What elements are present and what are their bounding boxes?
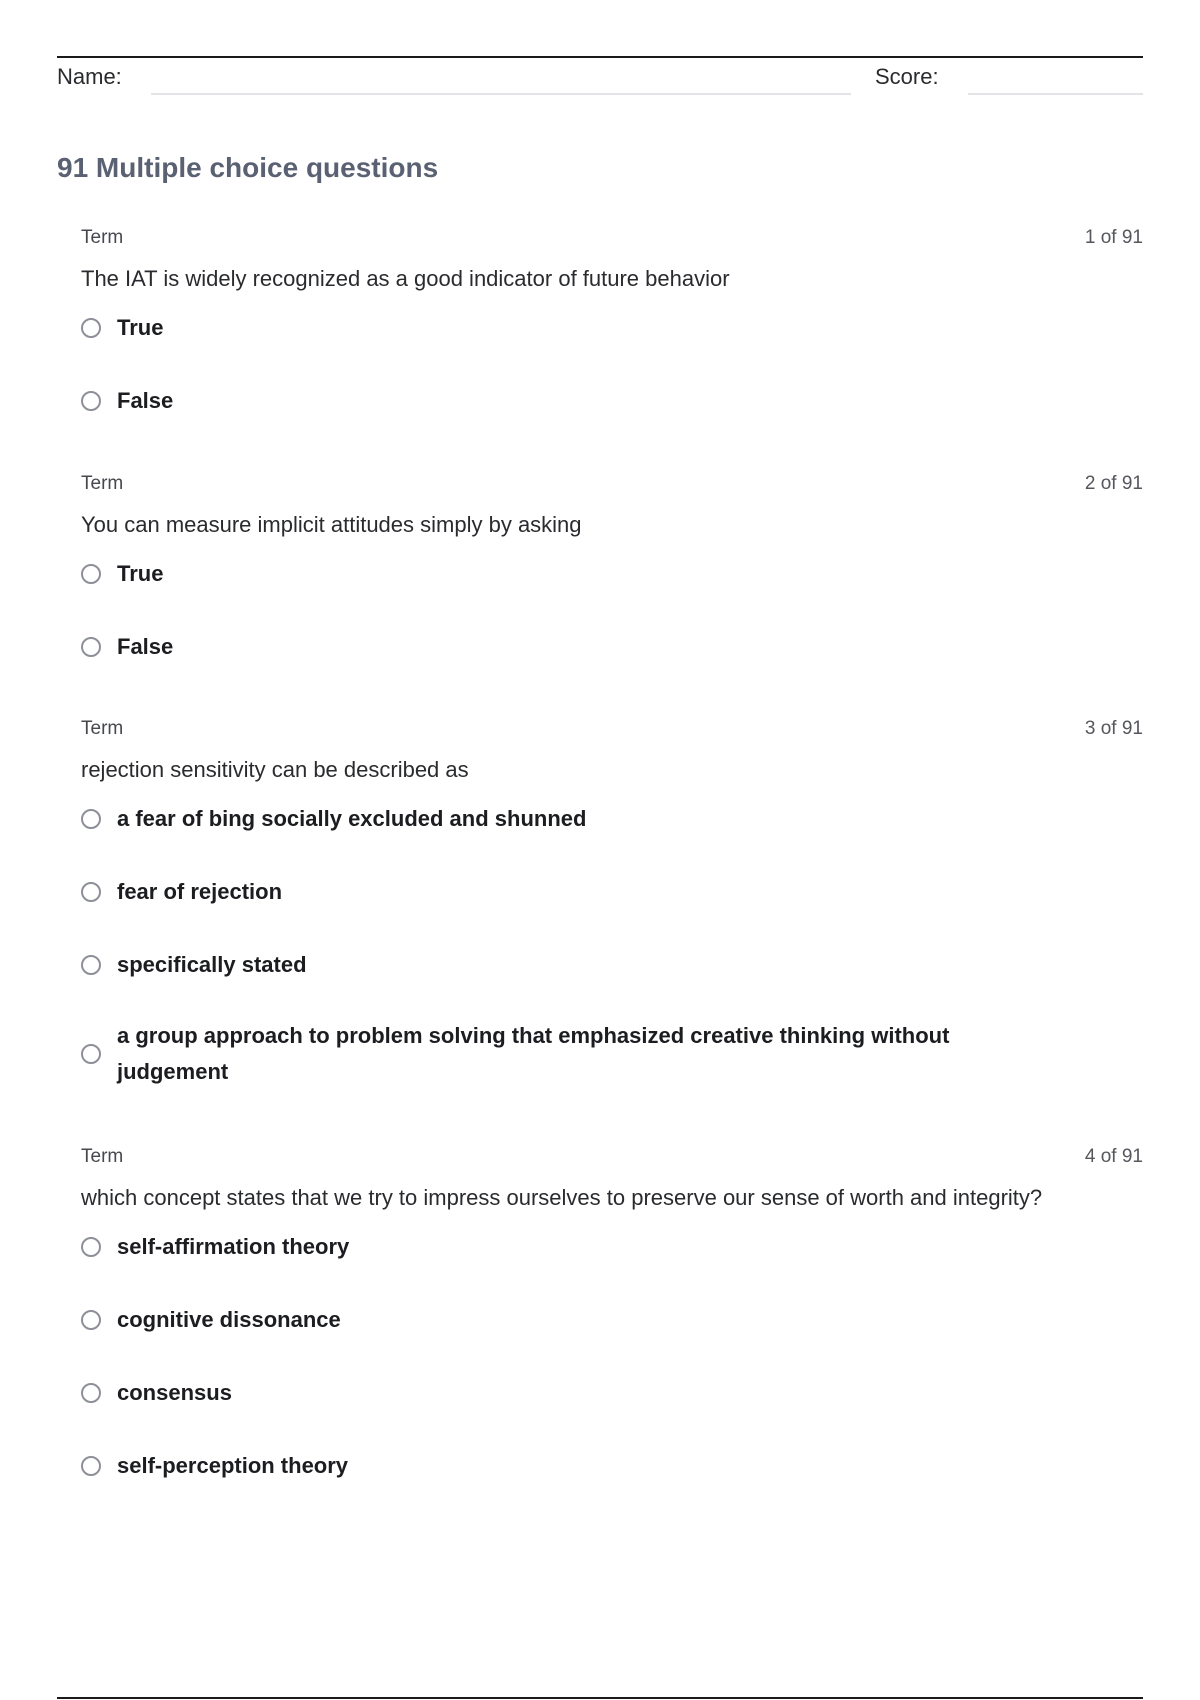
radio-button-icon[interactable] [81, 1456, 101, 1476]
radio-button-icon[interactable] [81, 955, 101, 975]
answer-option[interactable] [81, 627, 1143, 667]
question-counter: 4 of 91 [1084, 1146, 1143, 1167]
radio-button-icon[interactable] [81, 1044, 101, 1064]
answer-option-label: self-perception theory [117, 1453, 349, 1478]
name-label: Name: [57, 64, 122, 89]
answer-option-label: False [117, 634, 174, 659]
radio-button-icon[interactable] [81, 1237, 101, 1257]
header-row [57, 62, 1143, 98]
answer-option[interactable] [81, 554, 1143, 594]
question-3 [81, 715, 1143, 1123]
question-term-label: Term [81, 718, 124, 739]
top-divider [57, 56, 1143, 58]
answer-option-label: a fear of bing socially excluded and shunned [117, 806, 587, 831]
answer-option-label: specifically stated [117, 952, 307, 977]
question-prompt: The IAT is widely recognized as a good indicator of future behavior [81, 266, 730, 291]
answer-option-label: cognitive dissonance [117, 1307, 341, 1332]
question-4 [81, 1143, 1143, 1519]
answer-option-label: a group approach to problem solving that emphasized creative thinking without judgement [117, 1023, 950, 1084]
radio-button-icon[interactable] [81, 637, 101, 657]
question-1 [81, 224, 1143, 454]
question-counter: 3 of 91 [1084, 718, 1143, 739]
bottom-divider [57, 1697, 1143, 1699]
answer-option-label: consensus [117, 1380, 232, 1405]
answer-option[interactable] [81, 945, 1143, 985]
answer-option-label: False [117, 388, 174, 413]
radio-button-icon[interactable] [81, 318, 101, 338]
answer-option-label: fear of rejection [117, 879, 283, 904]
answer-option[interactable] [81, 1373, 1143, 1413]
score-field[interactable] [968, 93, 1143, 95]
answer-option[interactable] [81, 1300, 1143, 1340]
question-term-label: Term [81, 1146, 124, 1167]
score-label: Score: [875, 64, 939, 89]
question-counter: 1 of 91 [1084, 227, 1143, 248]
answer-option-label: True [117, 561, 164, 586]
question-prompt: which concept states that we try to impress ourselves to preserve our sense of worth and integrity? [81, 1185, 1043, 1210]
radio-button-icon[interactable] [81, 809, 101, 829]
question-term-label: Term [81, 473, 124, 494]
answer-option-label: self-affirmation theory [117, 1234, 350, 1259]
answer-option[interactable] [81, 1227, 1143, 1267]
answer-option-label: True [117, 315, 164, 340]
answer-option[interactable] [81, 381, 1143, 421]
answer-option[interactable] [81, 872, 1143, 912]
question-term-label: Term [81, 227, 124, 248]
question-counter: 2 of 91 [1084, 473, 1143, 494]
radio-button-icon[interactable] [81, 882, 101, 902]
question-prompt: You can measure implicit attitudes simply by asking [81, 512, 582, 537]
radio-button-icon[interactable] [81, 1383, 101, 1403]
section-title: 91 Multiple choice questions [57, 152, 439, 183]
question-2 [81, 470, 1143, 700]
name-field[interactable] [151, 93, 851, 95]
answer-option[interactable] [81, 1446, 1143, 1486]
radio-button-icon[interactable] [81, 391, 101, 411]
worksheet-page [57, 0, 1143, 1700]
question-prompt: rejection sensitivity can be described as [81, 757, 469, 782]
radio-button-icon[interactable] [81, 1310, 101, 1330]
answer-option[interactable] [81, 308, 1143, 348]
radio-button-icon[interactable] [81, 564, 101, 584]
answer-option[interactable] [81, 799, 1143, 839]
answer-option[interactable] [81, 1018, 1143, 1090]
